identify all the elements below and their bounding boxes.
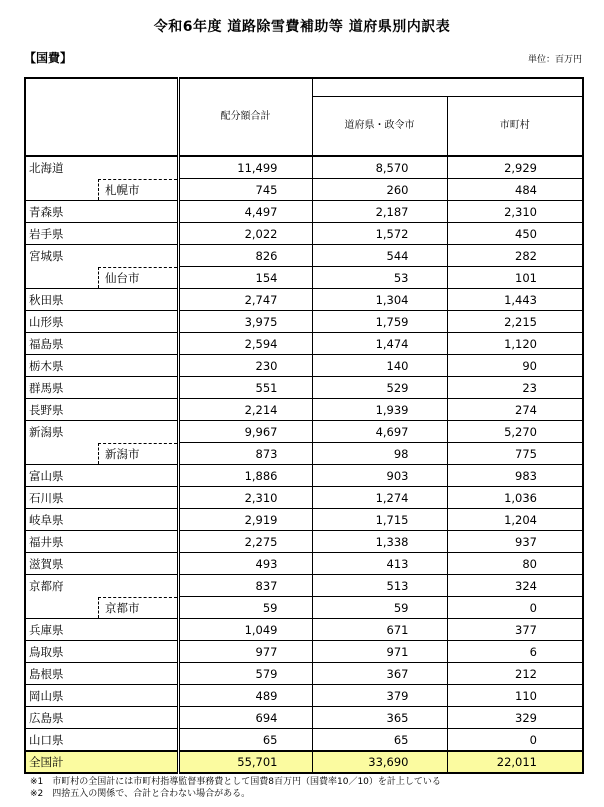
row-name: 青森県 bbox=[25, 201, 178, 223]
row-name: 福井県 bbox=[25, 531, 178, 553]
prefecture-value: 260 bbox=[312, 179, 447, 201]
row-name: 岡山県 bbox=[25, 685, 178, 707]
table-area bbox=[24, 77, 584, 800]
table-row bbox=[25, 729, 583, 752]
table-row bbox=[25, 619, 583, 641]
table-row bbox=[25, 333, 583, 355]
municipal-value: 484 bbox=[447, 179, 583, 201]
total-value: 1,049 bbox=[178, 619, 312, 641]
grand-total-prefecture: 33,690 bbox=[312, 751, 447, 773]
section-label: 【国費】 bbox=[24, 51, 73, 65]
prefecture-value: 140 bbox=[312, 355, 447, 377]
city-name: 札幌市 bbox=[98, 179, 177, 200]
prefecture-value: 365 bbox=[312, 707, 447, 729]
row-name: 山口県 bbox=[25, 729, 178, 752]
municipal-value: 110 bbox=[447, 685, 583, 707]
prefecture-value: 59 bbox=[312, 597, 447, 619]
total-value: 230 bbox=[178, 355, 312, 377]
total-value: 2,310 bbox=[178, 487, 312, 509]
table-row bbox=[25, 355, 583, 377]
municipal-value: 282 bbox=[447, 245, 583, 267]
row-name: 宮城県 bbox=[25, 245, 178, 267]
table-row bbox=[25, 575, 583, 597]
prefecture-value: 1,715 bbox=[312, 509, 447, 531]
table-row bbox=[25, 707, 583, 729]
prefecture-value: 1,474 bbox=[312, 333, 447, 355]
total-value: 873 bbox=[178, 443, 312, 465]
prefecture-value: 1,274 bbox=[312, 487, 447, 509]
prefecture-value: 4,697 bbox=[312, 421, 447, 443]
prefecture-value: 413 bbox=[312, 553, 447, 575]
municipal-value: 90 bbox=[447, 355, 583, 377]
total-value: 2,214 bbox=[178, 399, 312, 421]
municipal-value: 80 bbox=[447, 553, 583, 575]
prefecture-value: 529 bbox=[312, 377, 447, 399]
municipal-value: 0 bbox=[447, 729, 583, 752]
row-name: 京都府 bbox=[25, 575, 178, 597]
row-name: 鳥取県 bbox=[25, 641, 178, 663]
row-name: 島根県 bbox=[25, 663, 178, 685]
municipal-value: 1,204 bbox=[447, 509, 583, 531]
row-name: 群馬県 bbox=[25, 377, 178, 399]
table-row bbox=[25, 267, 583, 289]
total-value: 4,497 bbox=[178, 201, 312, 223]
table-row bbox=[25, 509, 583, 531]
table-row bbox=[25, 399, 583, 421]
prefecture-value: 544 bbox=[312, 245, 447, 267]
table-row bbox=[25, 179, 583, 201]
table-row bbox=[25, 663, 583, 685]
row-name: 岐阜県 bbox=[25, 509, 178, 531]
table-row bbox=[25, 553, 583, 575]
municipal-value: 450 bbox=[447, 223, 583, 245]
prefecture-value: 971 bbox=[312, 641, 447, 663]
prefecture-value: 53 bbox=[312, 267, 447, 289]
row-name: 滋賀県 bbox=[25, 553, 178, 575]
municipal-value: 329 bbox=[447, 707, 583, 729]
grand-total-row bbox=[25, 751, 583, 773]
footnote-2: ※2 四捨五入の関係で、合計と合わない場合がある。 bbox=[30, 789, 251, 799]
allocation-table bbox=[24, 77, 584, 774]
municipal-value: 2,310 bbox=[447, 201, 583, 223]
prefecture-value: 1,572 bbox=[312, 223, 447, 245]
municipal-value: 1,036 bbox=[447, 487, 583, 509]
total-value: 65 bbox=[178, 729, 312, 752]
header-municipal: 市町村 bbox=[447, 97, 583, 157]
municipal-value: 212 bbox=[447, 663, 583, 685]
table-row bbox=[25, 597, 583, 619]
row-name: 富山県 bbox=[25, 465, 178, 487]
row-name bbox=[25, 179, 178, 201]
row-name: 新潟県 bbox=[25, 421, 178, 443]
row-name: 福島県 bbox=[25, 333, 178, 355]
row-name: 兵庫県 bbox=[25, 619, 178, 641]
municipal-value: 324 bbox=[447, 575, 583, 597]
prefecture-value: 1,304 bbox=[312, 289, 447, 311]
total-value: 1,886 bbox=[178, 465, 312, 487]
row-name: 長野県 bbox=[25, 399, 178, 421]
prefecture-value: 671 bbox=[312, 619, 447, 641]
prefecture-value: 1,939 bbox=[312, 399, 447, 421]
header-prefecture: 道府県・政令市 bbox=[312, 97, 447, 157]
total-value: 489 bbox=[178, 685, 312, 707]
total-value: 11,499 bbox=[178, 156, 312, 179]
total-value: 2,275 bbox=[178, 531, 312, 553]
row-name: 山形県 bbox=[25, 311, 178, 333]
total-value: 694 bbox=[178, 707, 312, 729]
prefecture-value: 2,187 bbox=[312, 201, 447, 223]
prefecture-value: 98 bbox=[312, 443, 447, 465]
table-row bbox=[25, 465, 583, 487]
row-name bbox=[25, 597, 178, 619]
municipal-value: 983 bbox=[447, 465, 583, 487]
total-value: 2,747 bbox=[178, 289, 312, 311]
header-blank bbox=[25, 78, 178, 156]
table-row bbox=[25, 487, 583, 509]
total-value: 551 bbox=[178, 377, 312, 399]
row-name bbox=[25, 443, 178, 465]
prefecture-value: 8,570 bbox=[312, 156, 447, 179]
total-value: 154 bbox=[178, 267, 312, 289]
municipal-value: 937 bbox=[447, 531, 583, 553]
city-name: 新潟市 bbox=[98, 443, 177, 464]
prefecture-value: 379 bbox=[312, 685, 447, 707]
prefecture-value: 903 bbox=[312, 465, 447, 487]
footnote-1: ※1 市町村の全国計には市町村指導監督事務費として国費8百万円（国費率10／10）を計上している bbox=[30, 777, 441, 787]
municipal-value: 1,120 bbox=[447, 333, 583, 355]
table-row bbox=[25, 641, 583, 663]
municipal-value: 274 bbox=[447, 399, 583, 421]
municipal-value: 1,443 bbox=[447, 289, 583, 311]
grand-total-label: 全国計 bbox=[25, 751, 178, 773]
table-row bbox=[25, 421, 583, 443]
total-value: 745 bbox=[178, 179, 312, 201]
prefecture-value: 1,338 bbox=[312, 531, 447, 553]
total-value: 826 bbox=[178, 245, 312, 267]
row-name: 栃木県 bbox=[25, 355, 178, 377]
row-name: 広島県 bbox=[25, 707, 178, 729]
prefecture-value: 65 bbox=[312, 729, 447, 752]
municipal-value: 0 bbox=[447, 597, 583, 619]
header-total: 配分額合計 bbox=[178, 78, 312, 156]
total-value: 2,594 bbox=[178, 333, 312, 355]
table-row bbox=[25, 685, 583, 707]
table-row bbox=[25, 245, 583, 267]
municipal-value: 377 bbox=[447, 619, 583, 641]
grand-total-value: 55,701 bbox=[178, 751, 312, 773]
prefecture-value: 1,759 bbox=[312, 311, 447, 333]
city-name: 京都市 bbox=[98, 597, 177, 618]
city-name: 仙台市 bbox=[98, 267, 177, 288]
row-name: 北海道 bbox=[25, 156, 178, 179]
total-value: 977 bbox=[178, 641, 312, 663]
total-value: 579 bbox=[178, 663, 312, 685]
municipal-value: 23 bbox=[447, 377, 583, 399]
municipal-value: 101 bbox=[447, 267, 583, 289]
unit-label: 単位：百万円 bbox=[527, 55, 582, 65]
grand-total-municipal: 22,011 bbox=[447, 751, 583, 773]
table-row bbox=[25, 289, 583, 311]
row-name: 石川県 bbox=[25, 487, 178, 509]
table-row bbox=[25, 201, 583, 223]
header-spacer bbox=[312, 78, 583, 97]
table-row bbox=[25, 311, 583, 333]
municipal-value: 775 bbox=[447, 443, 583, 465]
total-value: 3,975 bbox=[178, 311, 312, 333]
row-name: 秋田県 bbox=[25, 289, 178, 311]
total-value: 837 bbox=[178, 575, 312, 597]
total-value: 493 bbox=[178, 553, 312, 575]
document-title: 令和6年度 道路除雪費補助等 道府県別内訳表 bbox=[153, 19, 451, 35]
prefecture-value: 513 bbox=[312, 575, 447, 597]
prefecture-value: 367 bbox=[312, 663, 447, 685]
municipal-value: 6 bbox=[447, 641, 583, 663]
municipal-value: 2,929 bbox=[447, 156, 583, 179]
table-row bbox=[25, 223, 583, 245]
total-value: 9,967 bbox=[178, 421, 312, 443]
municipal-value: 5,270 bbox=[447, 421, 583, 443]
table-row bbox=[25, 156, 583, 179]
table-row bbox=[25, 531, 583, 553]
total-value: 2,022 bbox=[178, 223, 312, 245]
row-name bbox=[25, 267, 178, 289]
municipal-value: 2,215 bbox=[447, 311, 583, 333]
total-value: 2,919 bbox=[178, 509, 312, 531]
table-row bbox=[25, 443, 583, 465]
row-name: 岩手県 bbox=[25, 223, 178, 245]
total-value: 59 bbox=[178, 597, 312, 619]
table-row bbox=[25, 377, 583, 399]
